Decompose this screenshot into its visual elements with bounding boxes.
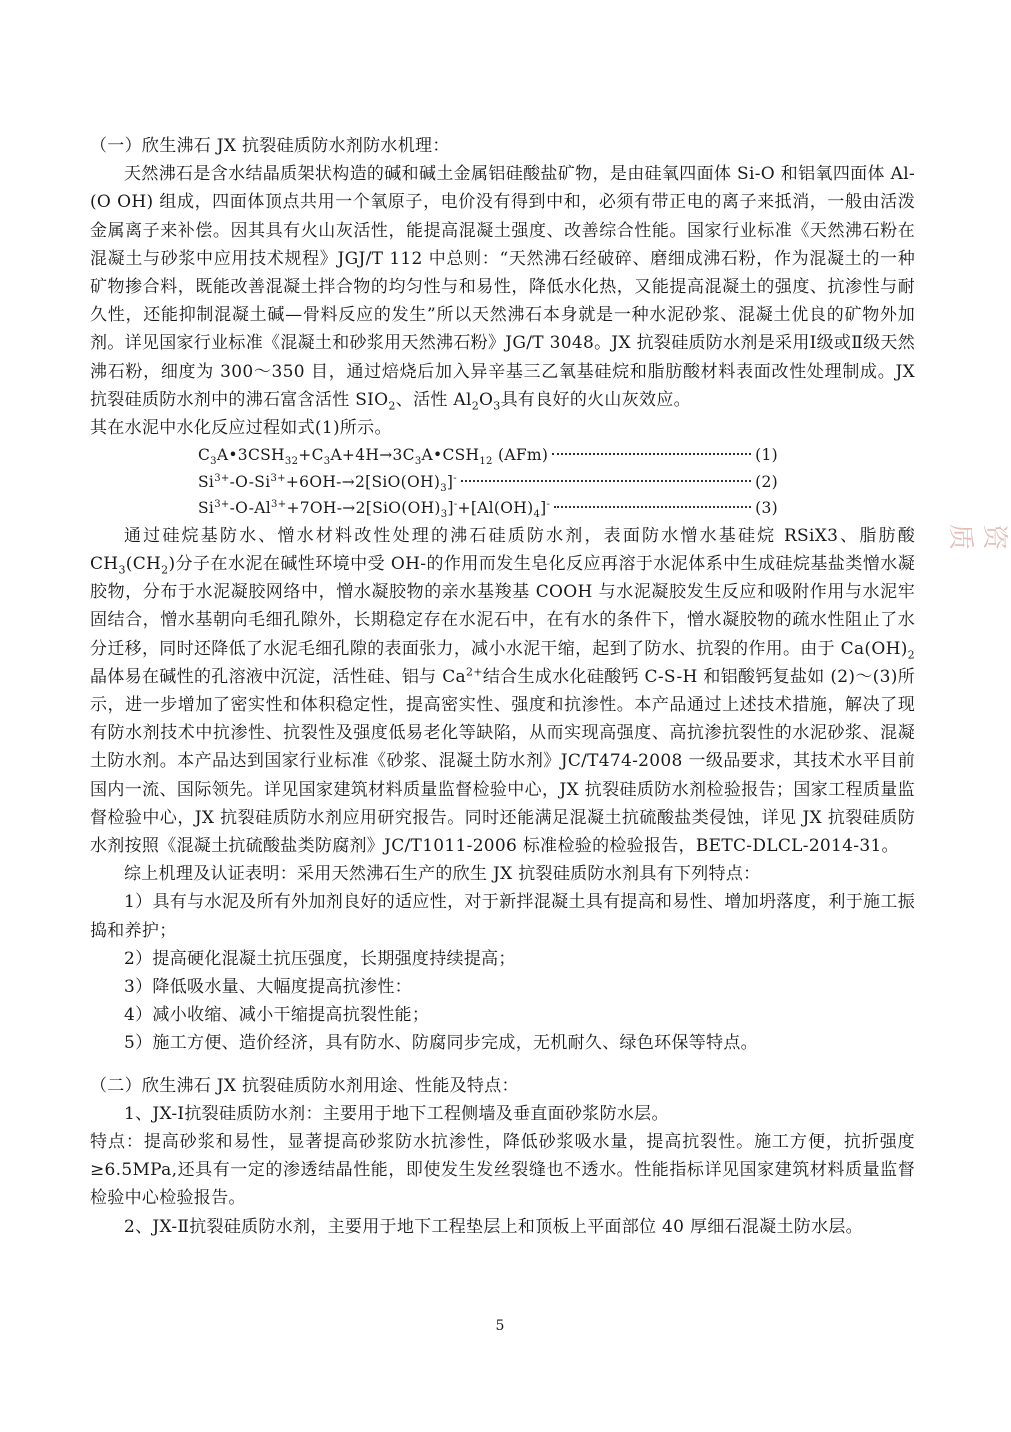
equation-1-number: (1) [755,446,778,465]
section-heading-1: （一）欣生沸石 JX 抗裂硅质防水剂防水机理： [90,136,450,156]
paragraph-silane-c: 晶体易在碱性的孔溶液中沉淀，活性硅、铝与 Ca [90,666,466,687]
paragraph-silane: 通过硅烷基防水、憎水材料改性处理的沸石硅质防水剂，表面防水憎水基硅烷 RSiX3、脂肪酸 $CH_3(CH_2)$分子在水泥在碱性环境中受 OH-的作用而发生皂化反应再溶于水泥体系中生成硅烷基盐类憎水凝胶物，分布于水泥凝胶网络中，憎水凝胶物的亲水基羧基 COOH 与水泥凝胶发生反应和吸附作用与水泥牢固结合，憎水基朝向毛细孔隙外，长期稳定存在水泥石中，在有水的条件下，憎水凝胶物的疏水性阻止了水分迁移，同时还降低了水泥毛细孔隙的表面张力，减小水泥干缩，起到了防水、抗裂的作用。由于 $Ca(OH)_2$晶体易在碱性的孔溶液中沉淀，活性硅、铝与 $Ca^{2+}$结合生成水化硅酸钙 C-S-H 和铝酸钙复盐如 (2)～(3)所示，进一步增加了密实性和体积稳定性，提高密实性、强度和抗渗性。本产品通过上述技术措施，解决了现有防水剂技术中抗渗性、抗裂性及强度低易老化等缺陷，从而实现高强度、高抗渗抗裂性的水泥砂浆、混凝土防水剂。本产品达到国家行业标准《砂浆、混凝土防水剂》JC/T474-2008 一级品要求，其技术水平目前国内一流、国际领先。详见国家建筑材料质量监督检验中心，JX 抗裂硅质防水剂检验报告；国家工程质量监督检验中心，JX 抗裂硅质防水剂应用研究报告。同时还能满足混凝土抗硫酸盐类侵蚀，详见 JX 抗裂硅质防水剂按照《混凝土抗硫酸盐类防腐剂》JC/T1011-2006 标准检验的检验报告，BETC-DLCL-2014-31。 [90,525,916,856]
paragraph-mechanism-tail: 具有良好的火山灰效应。 [500,389,691,410]
paragraph-jx1-features: 特点：提高砂浆和易性，显著提高砂浆防水抗渗性，降低砂浆吸水量，提高抗裂性。施工方便，抗折强度≥6.5MPa,还具有一定的渗透结晶性能，即使发生发丝裂缝也不透水。性能指标详见国家建筑材料质量监督检验中心检验报告。 [90,1132,915,1209]
stamp-text: 资质 [945,524,1009,551]
leader-dots [554,505,751,508]
section-heading-2: （二）欣生沸石 JX 抗裂硅质防水剂用途、性能及特点： [90,1075,519,1096]
stamp-mark [945,505,1009,575]
feature-item-4: 4）减小收缩、减小干缩提高抗裂性能； [124,1005,430,1026]
paragraph-mechanism-mid: 、活性 Al [395,389,472,410]
feature-item-1: 1）具有与水泥及所有外加剂良好的适应性，对于新拌混凝土具有提高和易性、增加坍落度，利于施工振捣和养护； [90,892,915,941]
document-body [90,132,915,1241]
equation-2 [198,469,778,496]
feature-item-2: 2）提高硬化混凝土抗压强度，长期强度持续提高； [124,948,516,969]
equation-2-formula: $Si^{3+}-O-Si^{3+}+6OH-\to 2[SiO(OH)_3]^-$ [198,472,457,494]
page-number: 5 [495,1318,505,1334]
equation-2-number: (2) [755,472,778,491]
paragraph-mechanism-text: 天然沸石是含水结晶质架状构造的碱和碱土金属铝硅酸盐矿物，是由硅氧四面体 Si-O 和铝氧四面体 Al-(O OH) 组成，四面体顶点共用一个氧原子，电价没有得到中和，必须有带正电的离子来抵消，一般由活泼金属离子来补偿。因其具有火山灰活性，能提高混凝土强度、改善综合性能。国家行业标准《天然沸石粉在混凝土与砂浆中应用技术规程》JGJ/T 112 中总则：“天然沸石经破碎、磨细成沸石粉，作为混凝土的一种矿物掺合料，既能改善混凝土拌合物的均匀性与和易性，降低水化热，又能提高混凝土的强度、抗渗性与耐久性，还能抑制混凝土碱—骨料反应的发生”所以天然沸石本身就是一种水泥砂浆、混凝土优良的矿物外加剂。详见国家行业标准《混凝土和砂浆用天然沸石粉》JG/T 3048。JX 抗裂硅质防水剂是采用Ⅰ级或Ⅱ级天然沸石粉，细度为 300～350 目，通过焙烧后加入异辛基三乙氧基硅烷和脂肪酸材料表面改性处理制成。JX 抗裂硅质防水剂中的沸石富含活性 [90,164,915,410]
sio2-prefix: SIO [355,389,389,410]
equation-3-formula: $Si^{3+}-O-Al^{3+}+7OH-\to 2[SiO(OH)_3]^-+[Al(OH)_4]^-$ [198,499,551,521]
paragraph-reaction-intro: 其在水泥中水化反应过程如式(1)所示。 [90,418,392,439]
equation-3 [198,495,778,522]
paragraph-silane-d: 结合生成水化硅酸钙 C-S-H 和铝酸钙复盐如 (2)～(3)所示，进一步增加了密实性和体积稳定性，提高密实性、强度和抗渗性。本产品通过上述技术措施，解决了现有防水剂技术中抗渗性、抗裂性及强度低易老化等缺陷，从而实现高强度、高抗渗抗裂性的水泥砂浆、混凝土防水剂。本产品达到国家行业标准《砂浆、混凝土防水剂》JC/T474-2008 一级品要求，其技术水平目前国内一流、国际领先。详见国家建筑材料质量监督检验中心，JX 抗裂硅质防水剂检验报告；国家工程质量监督检验中心，JX 抗裂硅质防水剂应用研究报告。同时还能满足混凝土抗硫酸盐类侵蚀，详见 JX 抗裂硅质防水剂按照《混凝土抗硫酸盐类防腐剂》JC/T1011-2006 标准检验的检验报告，BETC-DLCL-2014-31。 [90,666,916,856]
paragraph-silane-b: 分子在水泥在碱性环境中受 OH-的作用而发生皂化反应再溶于水泥体系中生成硅烷基盐类憎水凝胶物，分布于水泥凝胶网络中，憎水凝胶物的亲水基羧基 COOH 与水泥凝胶发生反应和吸附作用与水泥牢固结合，憎水基朝向毛细孔隙外，长期稳定存在水泥石中，在有水的条件下，憎水凝胶物的疏水性阻止了水分迁移，同时还降低了水泥毛细孔隙的表面张力，减小水泥干缩，起到了防水、抗裂的作用。由于 Ca(OH) [90,553,915,659]
equation-3-number: (3) [755,499,778,518]
paragraph-silane-a: 通过硅烷基防水、憎水材料改性处理的沸石硅质防水剂，表面防水憎水基硅烷 RSiX3、脂肪酸 CH [90,525,915,574]
paragraph-jx2: 2、JX-Ⅱ抗裂硅质防水剂，主要用于地下工程垫层上和顶板上平面部位 40 厚细石混凝土防水层。 [124,1216,863,1237]
leader-dots [461,479,751,482]
equation-1-formula: $C_3A•3CSH_{32}+C_3A+4H\to 3C_3A•CSH_{12}$ (AFm) [198,446,549,468]
feature-item-5: 5）施工方便、造价经济，具有防水、防腐同步完成，无机耐久、绿色环保等特点。 [124,1033,758,1054]
equation-1 [198,442,778,469]
paragraph-jx1: 1、JX-Ⅰ抗裂硅质防水剂：主要用于地下工程侧墙及垂直面砂浆防水层。 [124,1103,669,1124]
paragraph-mechanism: 天然沸石是含水结晶质架状构造的碱和碱土金属铝硅酸盐矿物，是由硅氧四面体 Si-O 和铝氧四面体 Al-(O OH) 组成，四面体顶点共用一个氧原子，电价没有得到中和，必须有带正电的离子来抵消，一般由活泼金属离子来补偿。因其具有火山灰活性，能提高混凝土强度、改善综合性能。国家行业标准《天然沸石粉在混凝土与砂浆中应用技术规程》JGJ/T 112 中总则：“天然沸石经破碎、磨细成沸石粉，作为混凝土的一种矿物掺合料，既能改善混凝土拌合物的均匀性与和易性，降低水化热，又能提高混凝土的强度、抗渗性与耐久性，还能抑制混凝土碱—骨料反应的发生”所以天然沸石本身就是一种水泥砂浆、混凝土优良的矿物外加剂。详见国家行业标准《混凝土和砂浆用天然沸石粉》JG/T 3048。JX 抗裂硅质防水剂是采用Ⅰ级或Ⅱ级天然沸石粉，细度为 300～350 目，通过焙烧后加入异辛基三乙氧基硅烷和脂肪酸材料表面改性处理制成。JX 抗裂硅质防水剂中的沸石富含活性 $SIO_2$、活性 $Al_2O_3$具有良好的火山灰效应。 [90,164,915,413]
leader-dots [552,452,751,455]
feature-item-3: 3）降低吸水量、大幅度提高抗渗性： [124,976,412,997]
equation-block [198,442,778,522]
paragraph-summary: 综上机理及认证表明：采用天然沸石生产的欣生 JX 抗裂硅质防水剂具有下列特点： [124,864,761,885]
